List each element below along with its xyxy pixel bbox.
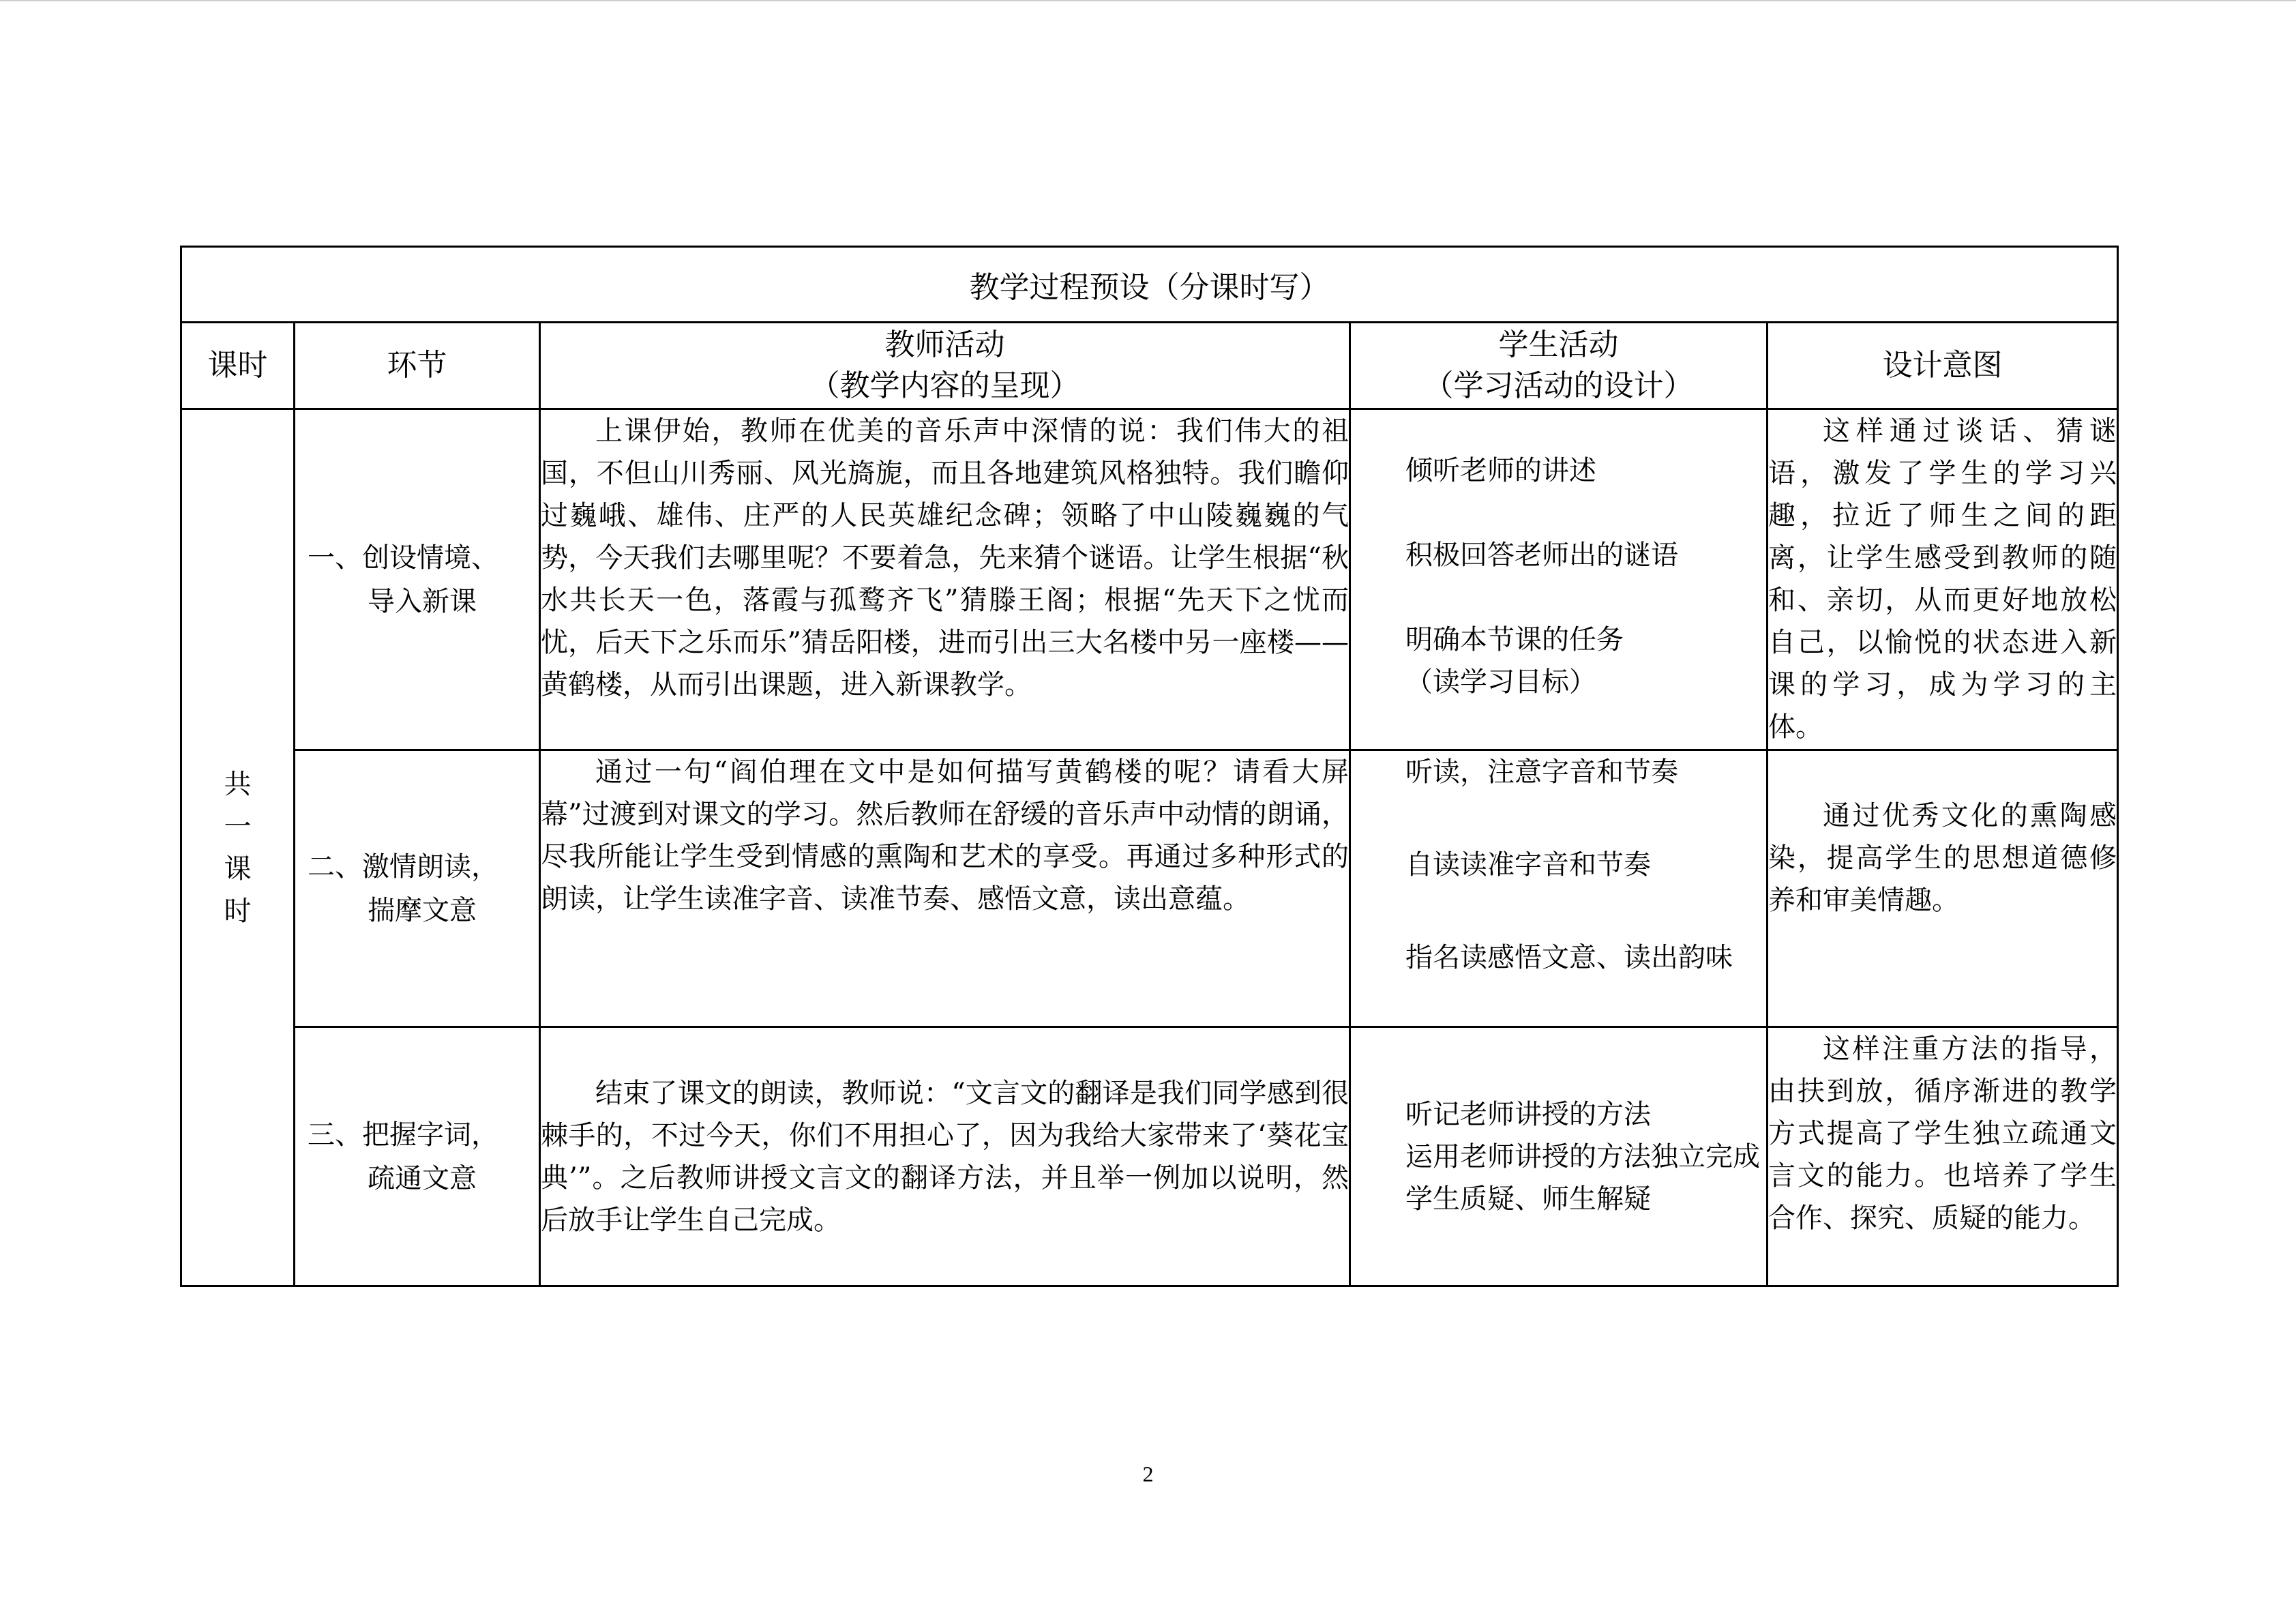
stage-cell: 一、创设情境、 导入新课 — [295, 409, 540, 750]
student-activity-item: 听读，注意字音和节奏 — [1405, 756, 1678, 788]
stage-cell: 三、把握字词， 疏通文意 — [295, 1027, 540, 1286]
student-activity-item: 倾听老师的讲述 — [1405, 455, 1596, 486]
period-char: 共 — [224, 768, 252, 800]
lesson-plan-table — [180, 246, 2119, 1287]
header-teacher-activity: 教师活动 （教学内容的呈现） — [540, 323, 1350, 409]
student-activity-cell — [1350, 409, 1768, 750]
student-activity-item: 指名读感悟文意、读出韵味 — [1405, 942, 1733, 973]
period-cell — [181, 409, 295, 1286]
student-activity-item: 自读读准字音和节奏 — [1405, 849, 1651, 881]
table-title: 教学过程预设（分课时写） — [181, 247, 2118, 323]
period-char: 时 — [224, 895, 252, 927]
title-row — [181, 247, 2118, 323]
student-activity-item: 运用老师讲授的方法独立完成 — [1405, 1140, 1760, 1172]
student-activity-item: 明确本节课的任务 — [1405, 624, 1624, 655]
student-activity-item: 听记老师讲授的方法 — [1405, 1098, 1651, 1130]
design-intent-cell: 通过优秀文化的熏陶感染，提高学生的思想道德修养和审美情趣。 — [1768, 750, 2118, 1027]
teacher-activity-cell: 结束了课文的朗读，教师说：“文言文的翻译是我们同学感到很棘手的，不过今天，你们不用担心了，因为我给大家带来了‘葵花宝典’”。之后教师讲授文言文的翻译方法，并且举一例加以说明，然后放手让学生自己完成。 — [540, 1027, 1350, 1286]
teacher-activity-cell: 上课伊始，教师在优美的音乐声中深情的说：我们伟大的祖国，不但山川秀丽、风光旖旎，而且各地建筑风格独特。我们瞻仰过巍峨、雄伟、庄严的人民英雄纪念碑；领略了中山陵巍巍的气势，今天我们去哪里呢？不要着急，先来猜个谜语。让学生根据“秋水共长天一色，落霞与孤鹜齐飞”猜滕王阁；根据“先天下之忧而忧，后天下之乐而乐”猜岳阳楼，进而引出三大名楼中另一座楼——黄鹤楼，从而引出课题，进入新课教学。 — [540, 409, 1350, 750]
header-design-intent: 设计意图 — [1768, 323, 2118, 409]
design-intent-cell: 这样通过谈话、猜谜语，激发了学生的学习兴趣，拉近了师生之间的距离，让学生感受到教师的随和、亲切，从而更好地放松自己，以愉悦的状态进入新课的学习，成为学习的主体。 — [1768, 409, 2118, 750]
student-activity-item: 积极回答老师出的谜语 — [1405, 540, 1678, 571]
student-activity-item: 学生质疑、师生解疑 — [1405, 1183, 1651, 1215]
stage-cell: 二、激情朗读， 揣摩文意 — [295, 750, 540, 1027]
table-row — [181, 750, 2118, 1027]
student-activity-cell — [1350, 750, 1768, 1027]
table-row — [181, 1027, 2118, 1286]
teacher-activity-cell: 通过一句“阎伯理在文中是如何描写黄鹤楼的呢？请看大屏幕”过渡到对课文的学习。然后教师在舒缓的音乐声中动情的朗诵，尽我所能让学生受到情感的熏陶和艺术的享受。再通过多种形式的朗读，让学生读准字音、读准节奏、感悟文意，读出意蕴。 — [540, 750, 1350, 1027]
header-period: 课时 — [181, 323, 295, 409]
student-activity-cell — [1350, 1027, 1768, 1286]
period-char: 一 — [224, 810, 252, 842]
period-char: 课 — [224, 853, 252, 885]
header-row — [181, 323, 2118, 409]
page-number: 2 — [1142, 1462, 1154, 1486]
table-row — [181, 409, 2118, 750]
header-stage: 环节 — [295, 323, 540, 409]
design-intent-cell: 这样注重方法的指导，由扶到放，循序渐进的教学方式提高了学生独立疏通文言文的能力。也培养了学生合作、探究、质疑的能力。 — [1768, 1027, 2118, 1286]
top-border-line — [0, 0, 2296, 1]
student-activity-item: （读学习目标） — [1405, 666, 1596, 698]
header-student-activity: 学生活动 （学习活动的设计） — [1350, 323, 1768, 409]
